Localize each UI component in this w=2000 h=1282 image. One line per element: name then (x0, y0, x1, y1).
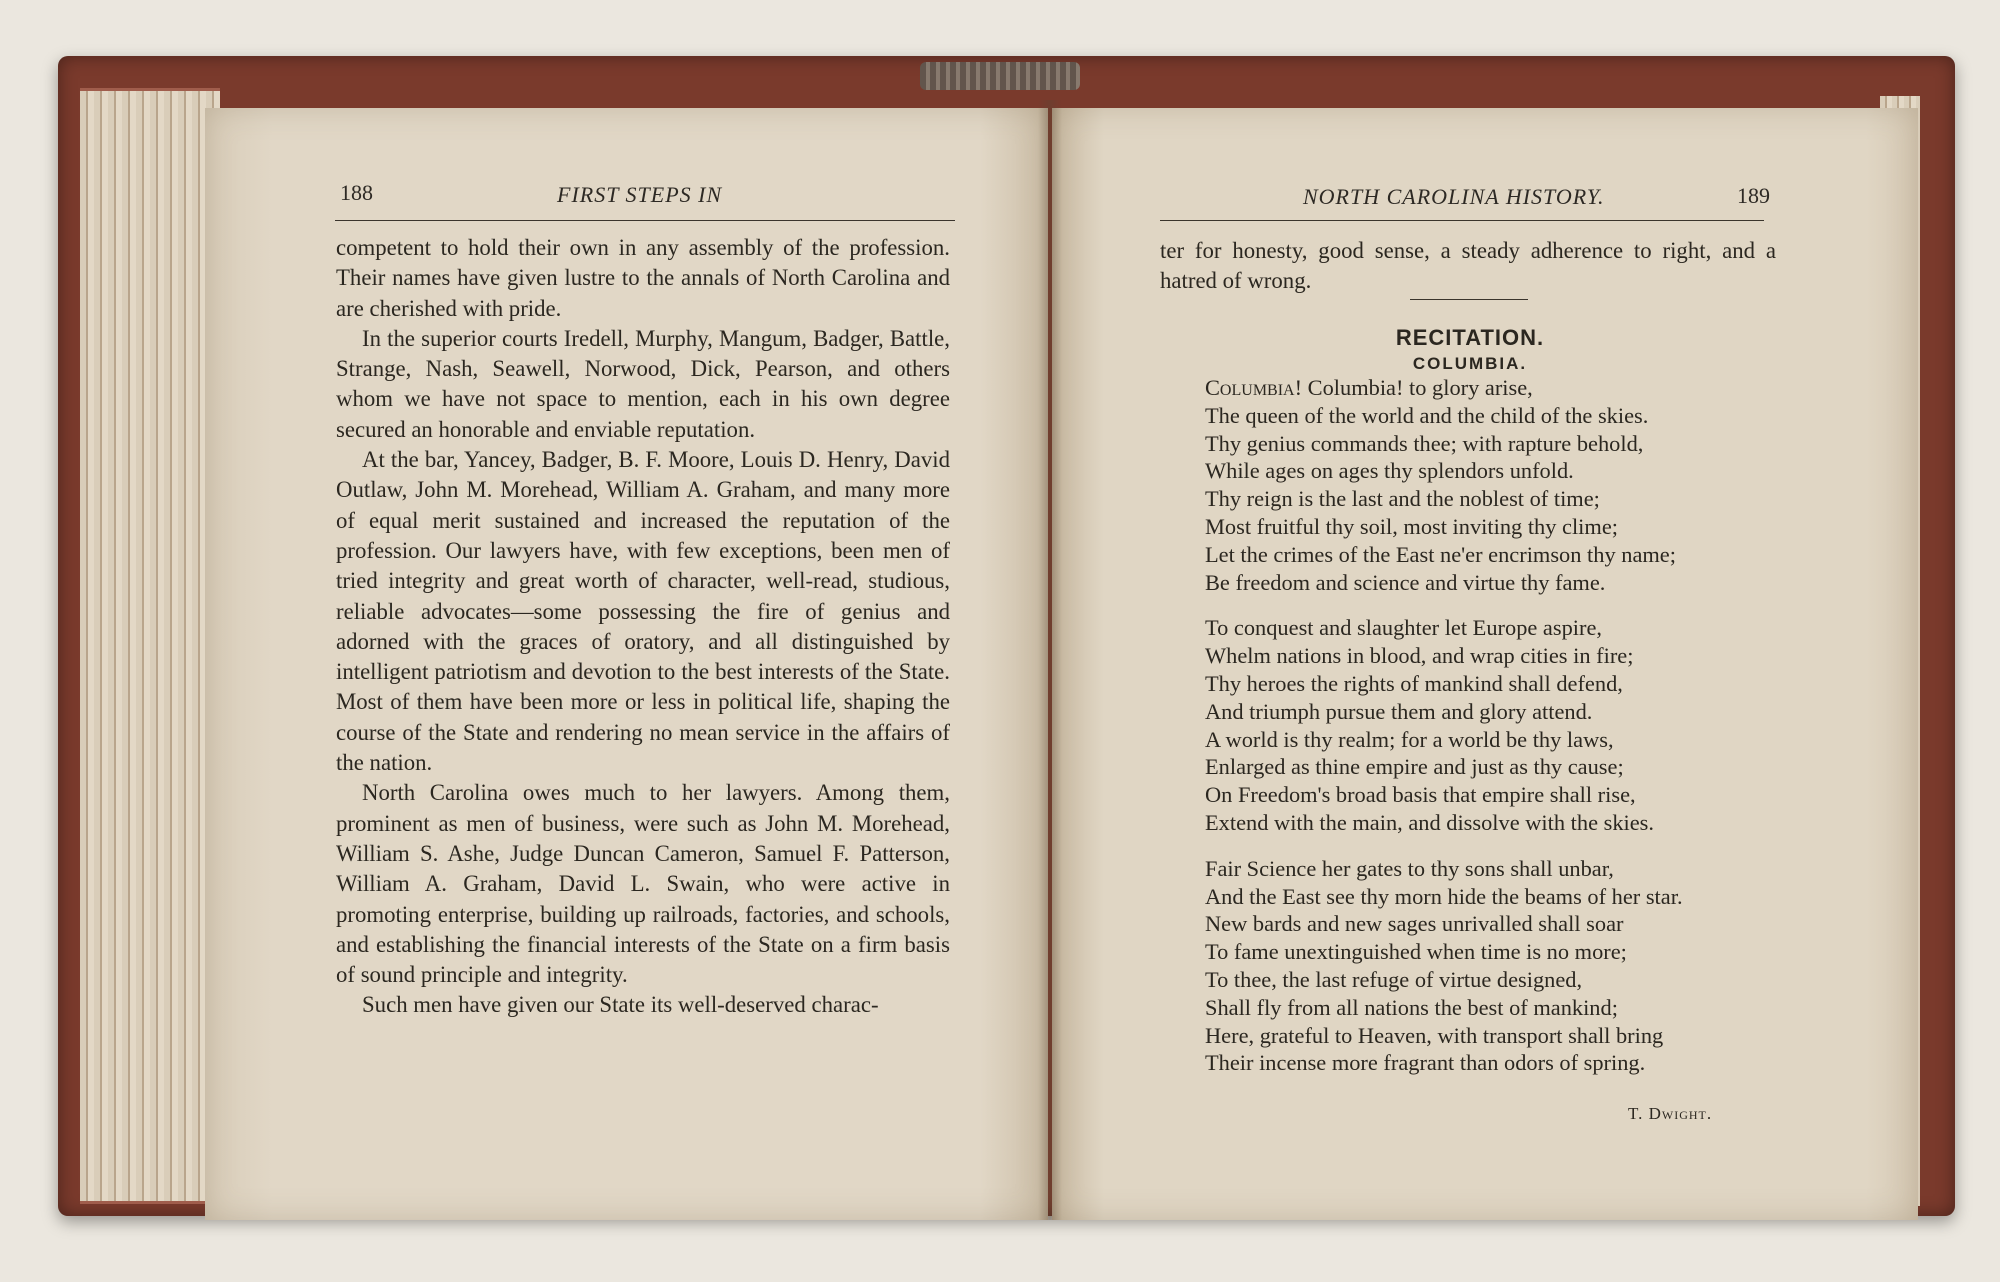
recitation-heading: RECITATION. (1395, 325, 1545, 350)
poem-first-word: Columbia (1205, 375, 1295, 400)
poem-attribution: T. Dwight. (1628, 1104, 1713, 1123)
left-page-number: 188 (340, 180, 373, 205)
right-paragraph-1: ter for honesty, good sense, a steady adherence to right, and a hatred of wrong. (1160, 238, 1776, 294)
poem-line: Extend with the main, and dissolve with the skies. (1205, 809, 1654, 835)
poem-line: Let the crimes of the East ne'er encrimson thy name; (1205, 541, 1676, 567)
poem-line: And the East see thy morn hide the beams of her star. (1205, 883, 1683, 909)
section-divider-rule (1410, 299, 1528, 300)
poem-line: While ages on ages thy splendors unfold. (1205, 458, 1574, 484)
poem-line: Thy heroes the rights of mankind shall defend, (1205, 670, 1623, 696)
poem-line: Columbia! Columbia! to glory arise, (1205, 375, 1533, 400)
poem-line: On Freedom's broad basis that empire shall rise, (1205, 782, 1636, 808)
poem-line: A world is thy realm; for a world be thy laws, (1205, 726, 1614, 752)
poem-stanza-2 (1205, 614, 1765, 836)
poem-line: Shall fly from all nations the best of mankind; (1205, 994, 1618, 1020)
poem-line: Whelm nations in blood, and wrap cities in fire; (1205, 643, 1634, 669)
poem-line: Enlarged as thine empire and just as thy cause; (1205, 754, 1624, 780)
poem-line: Thy reign is the last and the noblest of time; (1205, 486, 1600, 512)
poem-line: Here, grateful to Heaven, with transport shall bring (1205, 1022, 1664, 1048)
left-page-edges (80, 88, 220, 1204)
poem-stanza-3 (1205, 855, 1765, 1077)
left-header-rule (335, 220, 955, 221)
poem-line: Be freedom and science and virtue thy fame. (1205, 569, 1606, 595)
left-paragraph-5: Such men have given our State its well-deserved charac- (362, 992, 879, 1018)
right-continuation-text (1160, 236, 1776, 297)
right-page-number: 189 (1737, 183, 1770, 208)
left-paragraph-1: competent to hold their own in any assembly of the profession. Their names have given lustre to the annals of North Carolina and are cherished with pride. (336, 235, 950, 321)
right-header-rule (1160, 220, 1764, 221)
left-body-text (336, 233, 950, 1021)
poem-line: To fame unextinguished when time is no more; (1205, 939, 1627, 965)
poem-line: Their incense more fragrant than odors of spring. (1205, 1050, 1646, 1076)
poem-line: Most fruitful thy soil, most inviting thy clime; (1205, 513, 1618, 539)
poem-line: New bards and new sages unrivalled shall soar (1205, 911, 1624, 937)
left-paragraph-3: At the bar, Yancey, Badger, B. F. Moore, Louis D. Henry, David Outlaw, John M. Morehead, William A. Graham, and many more of equal merit sustained and increased the reputation of the profession. Our lawyers have, with few exceptions, been men of tried integrity and great worth of character, well-read, studious, reliable advocates—some possessing the fire of genius and adorned with the graces of oratory, and all distinguished by intelligent patriotism and devotion to the best interests of the State. Most of them have been more or less in political life, shaping the course of the State and rendering no mean service in the affairs of the nation. (336, 447, 950, 776)
poem-line: Thy genius commands thee; with rapture behold, (1205, 430, 1644, 456)
poem-line: Fair Science her gates to thy sons shall unbar, (1205, 855, 1614, 881)
poem-line: The queen of the world and the child of the skies. (1205, 402, 1649, 428)
right-running-head: NORTH CAROLINA HISTORY. (1303, 184, 1605, 209)
book-gutter (1038, 100, 1062, 1220)
poem-line: To conquest and slaughter let Europe aspire, (1205, 615, 1602, 641)
poem-title: COLUMBIA. (1412, 354, 1528, 373)
poem-body (1205, 374, 1765, 1095)
poem-line: And triumph pursue them and glory attend. (1205, 698, 1593, 724)
left-running-head: FIRST STEPS IN (557, 182, 723, 207)
book-spine-headband (920, 62, 1080, 90)
poem-line: To thee, the last refuge of virtue designed, (1205, 966, 1583, 992)
left-paragraph-4: North Carolina owes much to her lawyers. Among them, prominent as men of business, were such as John M. Morehead, William S. Ashe, Judge Duncan Cameron, Samuel F. Patterson, William A. Graham, David L. Swain, who were active in promoting enterprise, building up railroads, factories, and schools, and establishing the financial interests of the State on a firm basis of sound principle and integrity. (336, 780, 950, 988)
poem-stanza-1 (1205, 374, 1765, 596)
left-paragraph-2: In the superior courts Iredell, Murphy, Mangum, Badger, Battle, Strange, Nash, Seawell, Norwood, Dick, Pearson, and others whom we have not space to mention, each in his own degree secured an honorable and enviable reputation. (336, 325, 950, 442)
